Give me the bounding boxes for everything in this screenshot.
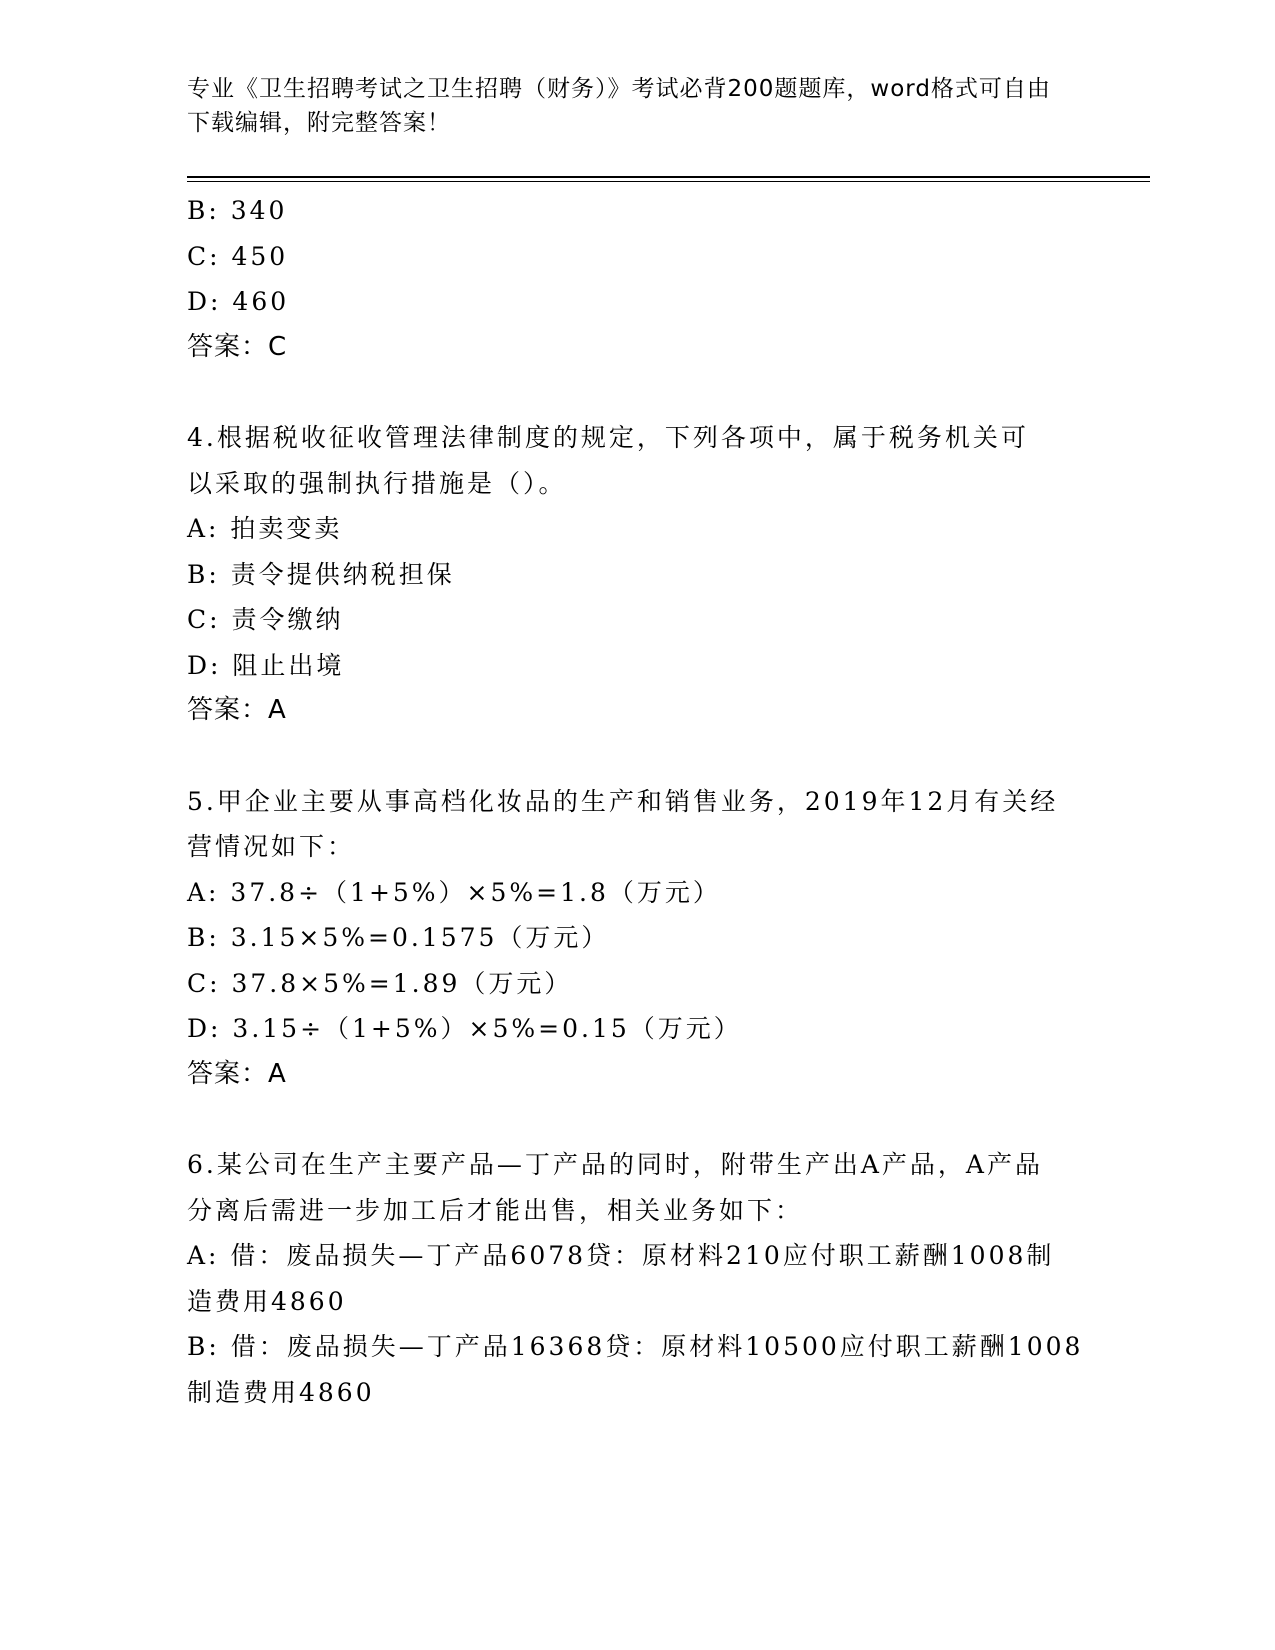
q4-option-d: D: 阻止出境	[187, 650, 345, 680]
q6-option-b-line-1: B: 借：废品损失—丁产品16368贷：原材料10500应付职工薪酬1008	[187, 1332, 1084, 1361]
question-content	[187, 188, 1087, 1415]
q6-option-a-line-1: A: 借：废品损失—丁产品6078贷：原材料210应付职工薪酬1008制	[187, 1241, 1055, 1270]
q4-option-c: C: 责令缴纳	[187, 605, 344, 634]
q3-option-c: C: 450	[187, 241, 289, 271]
q5-stem-line-2: 营情况如下：	[187, 832, 356, 861]
spacer	[187, 1097, 1087, 1142]
q4-option-a: A: 拍卖变卖	[187, 514, 343, 543]
question-4-block	[187, 415, 1087, 734]
q3-option-b: B: 340	[187, 196, 288, 225]
header-divider-thick	[187, 176, 1150, 178]
question-5-block	[187, 779, 1087, 1098]
q6-stem-line-1: 6.某公司在生产主要产品—丁产品的同时，附带生产出A产品，A产品	[187, 1150, 1043, 1179]
q3-option-d: D: 460	[187, 287, 290, 316]
q5-stem-line-1: 5.甲企业主要从事高档化妆品的生产和销售业务，2019年12月有关经	[187, 786, 1059, 816]
spacer	[187, 370, 1087, 415]
question-6-block	[187, 1142, 1087, 1415]
document-title: 专业《卫生招聘考试之卫生招聘（财务）》考试必背200题题库，word格式可自由下载编辑，附完整答案！	[187, 76, 1051, 136]
q6-option-b-line-2: 制造费用4860	[187, 1377, 375, 1407]
header-divider-thin	[187, 181, 1150, 182]
q6-stem-line-2: 分离后需进一步加工后才能出售，相关业务如下：	[187, 1195, 804, 1225]
q4-stem-line-2: 以采取的强制执行措施是（）。	[187, 468, 567, 498]
q5-option-b: B: 3.15×5%=0.1575（万元）	[187, 923, 610, 952]
q4-option-b: B: 责令提供纳税担保	[187, 559, 455, 589]
q3-answer: 答案：C	[187, 331, 288, 362]
question-3-block	[187, 188, 1087, 370]
q4-stem-line-1: 4.根据税收征收管理法律制度的规定，下列各项中，属于税务机关可	[187, 423, 1029, 452]
q5-option-a: A: 37.8÷（1+5%）×5%=1.8（万元）	[187, 877, 721, 907]
q4-answer: 答案：A	[187, 695, 287, 725]
q6-option-a-line-2: 造费用4860	[187, 1286, 347, 1316]
q5-option-c: C: 37.8×5%=1.89（万元）	[187, 968, 573, 998]
q5-option-d: D: 3.15÷（1+5%）×5%=0.15（万元）	[187, 1014, 742, 1043]
q5-answer: 答案：A	[187, 1058, 287, 1089]
spacer	[187, 734, 1087, 779]
